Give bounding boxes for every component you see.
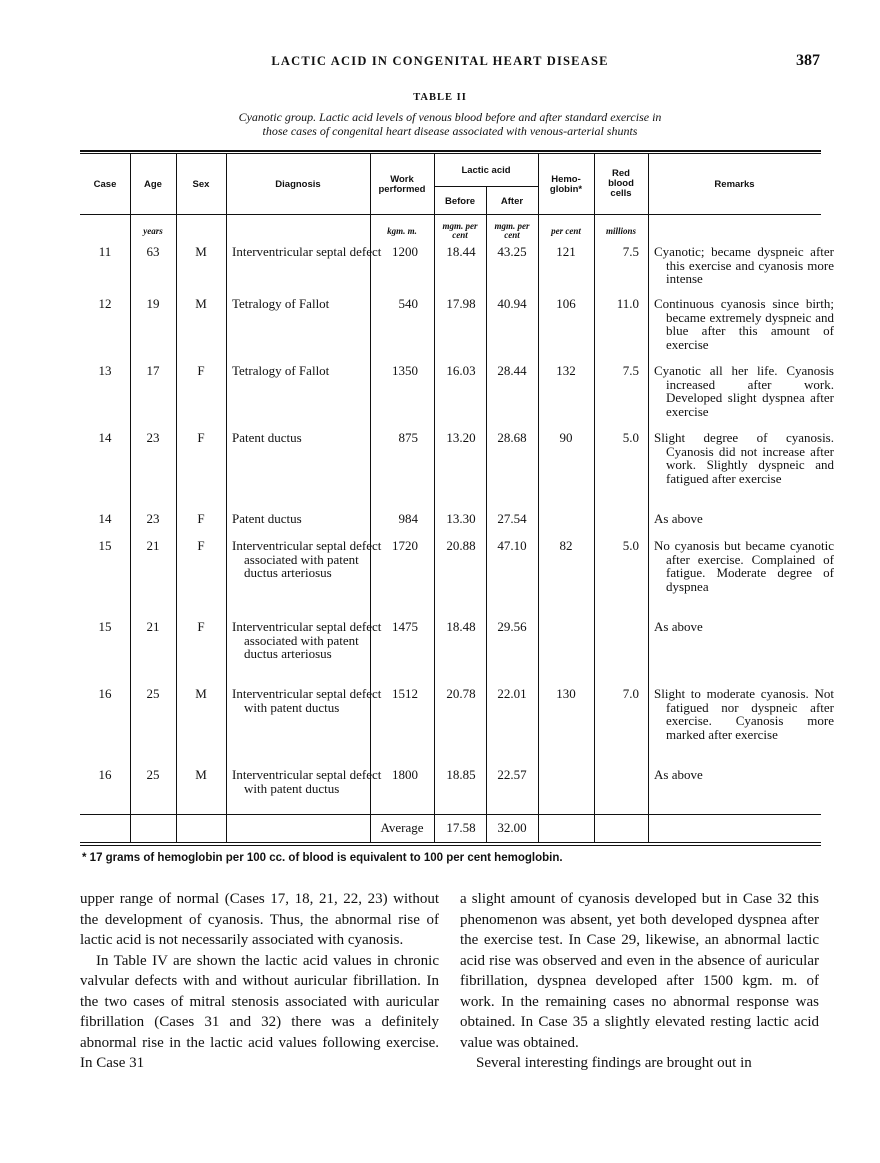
cell-case: 15 bbox=[98, 538, 112, 553]
cell-remarks: Continuous cyanosis since birth; became extremely dyspneic and blue after this amount of exercise bbox=[654, 296, 834, 352]
average-label: Average bbox=[380, 820, 424, 835]
cell-diagnosis: Interventricular septal defect associated with patent ductus arteriosus bbox=[232, 538, 382, 580]
cell-age: 21 bbox=[146, 619, 160, 634]
header-rbc: Red blood cells bbox=[608, 168, 634, 199]
cell-hemoglobin: 106 bbox=[556, 296, 576, 311]
cell-work: 875 bbox=[398, 430, 418, 445]
header-bottom-rule bbox=[80, 214, 821, 215]
cell-before: 13.30 bbox=[446, 511, 476, 526]
cell-hemoglobin: 121 bbox=[556, 244, 576, 259]
cell-diagnosis: Tetralogy of Fallot bbox=[232, 363, 330, 378]
cell-hemoglobin: 82 bbox=[559, 538, 573, 553]
cell-remarks: Slight degree of cyanosis. Cyanosis did not increase after work. Slightly dyspneic and fatigued after exercise bbox=[654, 430, 834, 486]
cell-diagnosis: Interventricular septal defect associated with patent ductus arteriosus bbox=[232, 619, 382, 661]
header-case: Case bbox=[93, 179, 117, 190]
cell-case: 11 bbox=[98, 244, 112, 259]
cell-after: 28.68 bbox=[497, 430, 527, 445]
header-lactic-acid: Lactic acid bbox=[461, 165, 511, 176]
cell-work: 1720 bbox=[392, 538, 418, 553]
header-age: Age bbox=[144, 179, 162, 190]
body-paragraph: Several interesting findings are brought out in bbox=[476, 1055, 752, 1071]
cell-sex: M bbox=[195, 686, 207, 701]
body-paragraph: a slight amount of cyanosis developed but in Case 32 this phenomenon was absent, yet both developed dyspnea after the exercise test. In Case 29, likewise, an abnormal lactic acid rise was observed and even in the absence of auricular fibrillation, dyspnea developed after 1500 kgm. m. of work. In the remaining cases no abnormal response was obtained. In Case 35 a slightly elevated resting lactic acid value was obtained. bbox=[460, 891, 819, 1051]
cell-remarks: Cyanotic all her life. Cyanosis increased after work. Developed slight dyspnea after exercise bbox=[654, 363, 834, 419]
cell-diagnosis: Patent ductus bbox=[232, 430, 302, 445]
cell-age: 17 bbox=[146, 363, 160, 378]
cell-after: 28.44 bbox=[497, 363, 527, 378]
cell-remarks: Cyanotic; became dyspneic after this exercise and cyanosis more intense bbox=[654, 244, 834, 286]
header-hemoglobin: Hemo- globin* bbox=[549, 174, 583, 195]
cell-remarks: As above bbox=[654, 767, 703, 782]
cell-work: 1512 bbox=[392, 686, 418, 701]
cell-after: 27.54 bbox=[497, 511, 527, 526]
cell-diagnosis: Patent ductus bbox=[232, 511, 302, 526]
cell-case: 13 bbox=[98, 363, 112, 378]
col-rule bbox=[538, 153, 539, 842]
cell-remarks: As above bbox=[654, 511, 703, 526]
caption-line-2: those cases of congenital heart disease associated with venous-arterial shunts bbox=[262, 124, 638, 138]
cell-case: 15 bbox=[98, 619, 112, 634]
data-table bbox=[80, 150, 834, 844]
cell-before: 18.85 bbox=[446, 767, 476, 782]
cell-age: 19 bbox=[146, 296, 160, 311]
cell-diagnosis: Interventricular septal defect with patent ductus bbox=[232, 767, 382, 796]
cell-case: 14 bbox=[98, 430, 112, 445]
cell-remarks: No cyanosis but became cyanotic after exercise. Complained of fatigue. Moderate degree of dyspnea bbox=[654, 538, 834, 594]
cell-hemoglobin: 90 bbox=[559, 430, 573, 445]
cell-case: 16 bbox=[98, 767, 112, 782]
cell-rbc: 7.5 bbox=[622, 244, 639, 259]
cell-work: 1800 bbox=[392, 767, 418, 782]
cell-before: 18.44 bbox=[446, 244, 476, 259]
cell-age: 23 bbox=[146, 511, 160, 526]
unit-rbc: millions bbox=[605, 226, 636, 236]
header-remarks: Remarks bbox=[714, 179, 755, 190]
cell-hemoglobin: 130 bbox=[556, 686, 576, 701]
cell-hemoglobin: 132 bbox=[556, 363, 576, 378]
cell-diagnosis: Interventricular septal defect with patent ductus bbox=[232, 686, 382, 715]
cell-work: 540 bbox=[398, 296, 418, 311]
table-top-rule-2 bbox=[80, 153, 821, 154]
cell-work: 1350 bbox=[392, 363, 418, 378]
cell-rbc: 7.0 bbox=[622, 686, 639, 701]
cell-work: 984 bbox=[398, 511, 418, 526]
running-title: LACTIC ACID IN CONGENITAL HEART DISEASE bbox=[271, 54, 609, 68]
running-head bbox=[0, 52, 880, 72]
cell-rbc: 7.5 bbox=[622, 363, 639, 378]
col-rule bbox=[648, 153, 649, 842]
table-top-rule bbox=[80, 150, 821, 152]
cell-rbc: 11.0 bbox=[616, 296, 639, 311]
cell-sex: M bbox=[195, 244, 207, 259]
col-rule bbox=[226, 153, 227, 842]
cell-after: 40.94 bbox=[497, 296, 527, 311]
cell-sex: M bbox=[195, 767, 207, 782]
caption-line-1: Cyanotic group. Lactic acid levels of venous blood before and after standard exercise in bbox=[238, 110, 662, 124]
table-caption bbox=[180, 110, 720, 138]
cell-sex: F bbox=[197, 363, 205, 378]
cell-remarks: As above bbox=[654, 619, 703, 634]
cell-case: 16 bbox=[98, 686, 112, 701]
cell-before: 18.48 bbox=[446, 619, 476, 634]
cell-sex: F bbox=[197, 538, 205, 553]
cell-remarks: Slight to moderate cyanosis. Not fatigued nor dyspneic after exercise. Cyanosis more marked after exercise bbox=[654, 686, 834, 742]
cell-work: 1200 bbox=[392, 244, 418, 259]
cell-sex: F bbox=[197, 430, 205, 445]
header-after: After bbox=[500, 196, 524, 207]
cell-after: 22.01 bbox=[497, 686, 527, 701]
col-rule bbox=[434, 153, 435, 842]
cell-case: 12 bbox=[98, 296, 112, 311]
cell-before: 16.03 bbox=[446, 363, 476, 378]
cell-work: 1475 bbox=[392, 619, 418, 634]
cell-after: 43.25 bbox=[497, 244, 527, 259]
body-paragraph: upper range of normal (Cases 17, 18, 21, 22, 23) without the development of cyanosis. Thus, the abnormal rise of lactic acid is not necessarily associated with cyanosis. bbox=[80, 891, 439, 948]
table-footnote: * 17 grams of hemoglobin per 100 cc. of blood is equivalent to 100 per cent hemoglobin. bbox=[82, 852, 563, 864]
header-sex: Sex bbox=[192, 179, 210, 190]
cell-before: 20.88 bbox=[446, 538, 476, 553]
cell-age: 23 bbox=[146, 430, 160, 445]
unit-before: mgm. per cent bbox=[442, 221, 478, 240]
unit-after: mgm. per cent bbox=[494, 221, 530, 240]
cell-before: 20.78 bbox=[446, 686, 476, 701]
col-rule bbox=[594, 153, 595, 842]
cell-age: 25 bbox=[146, 767, 160, 782]
cell-sex: M bbox=[195, 296, 207, 311]
body-column-right bbox=[460, 889, 819, 1074]
page-number: 387 bbox=[796, 52, 820, 69]
cell-before: 17.98 bbox=[446, 296, 476, 311]
cell-age: 25 bbox=[146, 686, 160, 701]
cell-after: 29.56 bbox=[497, 619, 527, 634]
cell-rbc: 5.0 bbox=[622, 430, 639, 445]
cell-age: 21 bbox=[146, 538, 160, 553]
table-label: TABLE II bbox=[413, 92, 467, 103]
average-top-rule bbox=[80, 814, 821, 815]
average-before: 17.58 bbox=[446, 820, 476, 835]
cell-sex: F bbox=[197, 511, 205, 526]
header-before: Before bbox=[444, 196, 476, 207]
cell-after: 47.10 bbox=[497, 538, 527, 553]
header-work: Work performed bbox=[378, 174, 426, 195]
unit-work: kgm. m. bbox=[387, 226, 417, 236]
cell-diagnosis: Tetralogy of Fallot bbox=[232, 296, 330, 311]
table-bottom-rule-2 bbox=[80, 845, 821, 846]
body-column-left bbox=[80, 889, 439, 1074]
cell-diagnosis: Interventricular septal defect bbox=[232, 244, 382, 259]
cell-sex: F bbox=[197, 619, 205, 634]
unit-age: years bbox=[143, 226, 163, 236]
header-diagnosis: Diagnosis bbox=[275, 179, 321, 190]
average-after: 32.00 bbox=[497, 820, 527, 835]
cell-before: 13.20 bbox=[446, 430, 476, 445]
body-paragraph: In Table IV are shown the lactic acid values in chronic valvular defects with and without auricular fibrillation. In the two cases of mitral stenosis associated with auricular fibrillation (Cases 31 and 32) there was a definitely abnormal rise in the lactic acid values following exercise. In Case 31 bbox=[80, 952, 439, 1071]
unit-hemoglobin: per cent bbox=[551, 226, 581, 236]
cell-after: 22.57 bbox=[497, 767, 527, 782]
cell-case: 14 bbox=[98, 511, 112, 526]
cell-rbc: 5.0 bbox=[622, 538, 639, 553]
table-bottom-rule bbox=[80, 842, 821, 843]
col-rule bbox=[486, 186, 487, 842]
cell-age: 63 bbox=[146, 244, 160, 259]
